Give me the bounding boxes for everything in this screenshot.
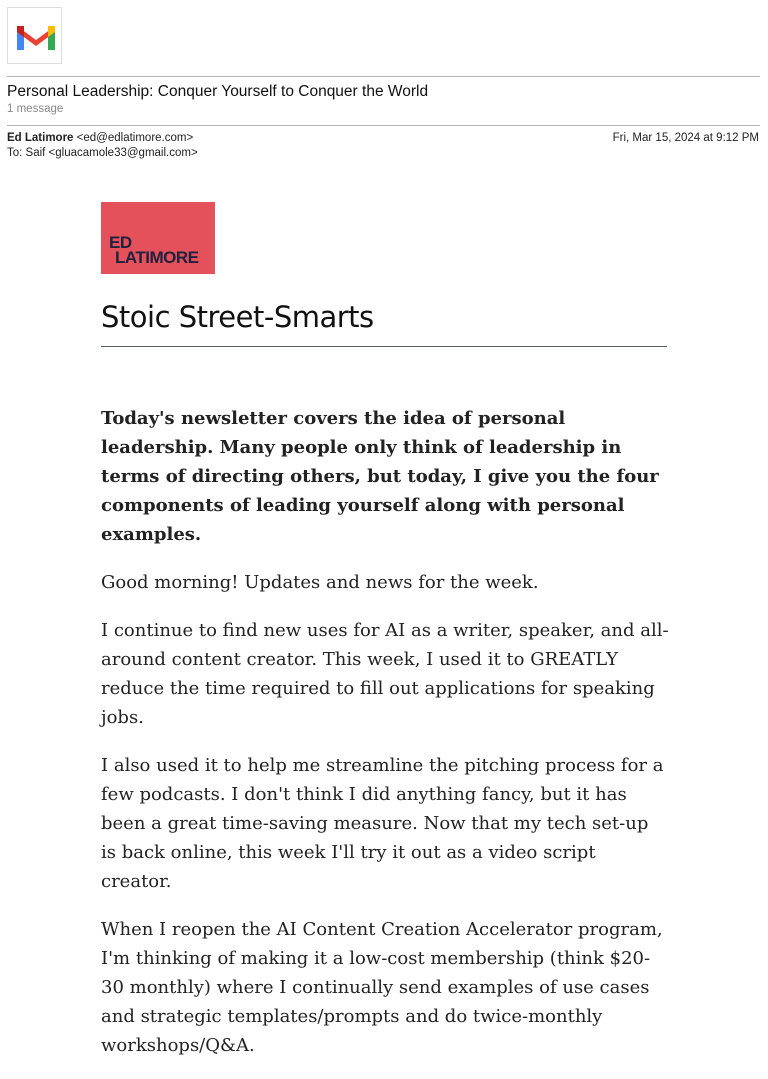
body-paragraph: Good morning! Updates and news for the week. — [101, 572, 539, 593]
email-subject: Personal Leadership: Conquer Yourself to Conquer the World — [7, 83, 429, 100]
recipient-line: To: Saif <gluacamole33@gmail.com> — [7, 147, 198, 159]
logo-text-latimore: LATIMORE — [115, 248, 199, 267]
gmail-logo-icon[interactable] — [7, 7, 62, 64]
gmail-m-icon — [17, 22, 55, 50]
body-paragraph: When I reopen the AI Content Creation Accelerator program, I'm thinking of making it a low-cost membership (think $20-30 monthly) where I continually send examples of use cases and strategic templates/prompts and do twice-monthly workshops/Q&A. — [101, 919, 663, 1056]
subject-divider — [7, 125, 760, 126]
ed-latimore-logo[interactable] — [101, 202, 215, 274]
message-date: Fri, Mar 15, 2024 at 9:12 PM — [612, 132, 759, 144]
newsletter-title: Stoic Street-Smarts — [101, 300, 374, 334]
newsletter-body — [101, 404, 669, 1079]
body-paragraph: I continue to find new uses for AI as a writer, speaker, and all-around content creator. This week, I used it to GREATLY reduce the time required to fill out applications for speaking jobs. — [101, 620, 669, 728]
header-divider — [7, 76, 760, 77]
logo-text-ed: ED — [109, 233, 132, 252]
intro-paragraph: Today's newsletter covers the idea of personal leadership. Many people only think of leadership in terms of directing others, but today, I give you the four components of leading yourself along with personal examples. — [101, 408, 659, 545]
message-count: 1 message — [7, 103, 64, 115]
sender-name: Ed Latimore — [7, 132, 74, 144]
body-paragraph: I also used it to help me streamline the pitching process for a few podcasts. I don't think I did anything fancy, but it has been a great time-saving measure. Now that my tech set-up is back online, this week I'll try it out as a video script creator. — [101, 755, 664, 892]
title-divider — [101, 346, 667, 347]
sender-email[interactable]: <ed@edlatimore.com> — [76, 132, 194, 144]
sender-line — [7, 132, 193, 144]
